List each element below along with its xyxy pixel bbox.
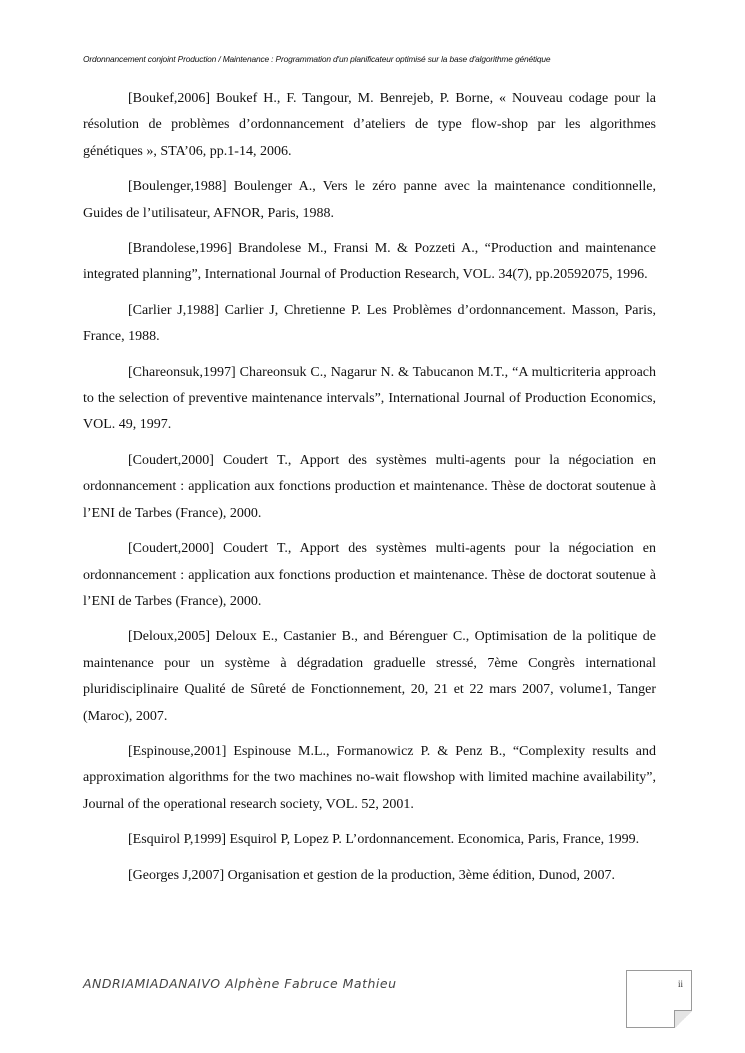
- reference-entry: [Deloux,2005] Deloux E., Castanier B., and Bérenguer C., Optimisation de la politique de maintenance pour un système à dégradation graduelle stressé, 7ème Congrès international pluridisciplinaire Qualité de Sûreté de Fonctionnement, 20, 21 et 22 mars 2007, volume1, Tanger (Maroc), 2007.: [83, 629, 656, 724]
- reference-entry: [Georges J,2007] Organisation et gestion de la production, 3ème édition, Dunod, 2007.: [128, 867, 616, 883]
- reference-entry: [Carlier J,1988] Carlier J, Chretienne P. Les Problèmes d’ordonnancement. Masson, Paris, France, 1988.: [83, 302, 656, 345]
- reference-entry: [Boukef,2006] Boukef H., F. Tangour, M. Benrejeb, P. Borne, « Nouveau codage pour la résolution de problèmes d’ordonnancement d’ateliers de type flow-shop par les algorithmes génétiques », STA’06, pp.1-14, 2006.: [83, 91, 656, 159]
- reference-entry: [Chareonsuk,1997] Chareonsuk C., Nagarur N. & Tabucanon M.T., “A multicriteria approach to the selection of preventive maintenance intervals”, International Journal of Production Economics, VOL. 49, 1997.: [83, 364, 656, 433]
- reference-entry: [Espinouse,2001] Espinouse M.L., Formanowicz P. & Penz B., “Complexity results and approximation algorithms for the two machines no-wait flowshop with limited machine availability”, Journal of the operational research society, VOL. 52, 2001.: [83, 743, 656, 812]
- footer-author: ANDRIAMIADANAIVO Alphène Fabruce Mathieu: [83, 976, 397, 991]
- running-header: Ordonnancement conjoint Production / Maintenance : Programmation d'un planificateur optimisé sur la base d'algorithme génétique: [83, 54, 551, 64]
- reference-entry: [Brandolese,1996] Brandolese M., Fransi M. & Pozzeti A., “Production and maintenance integrated planning”, International Journal of Production Research, VOL. 34(7), pp.20592075, 1996.: [83, 241, 656, 283]
- reference-entry: [Coudert,2000] Coudert T., Apport des systèmes multi-agents pour la négociation en ordonnancement : application aux fonctions production et maintenance. Thèse de doctorat soutenue à l’ENI de Tarbes (France), 2000.: [83, 452, 656, 521]
- reference-entry: [Boulenger,1988] Boulenger A., Vers le zéro panne avec la maintenance conditionnelle, Guides de l’utilisateur, AFNOR, Paris, 1988.: [83, 179, 656, 221]
- reference-list: [83, 86, 656, 898]
- reference-entry: [Esquirol P,1999] Esquirol P, Lopez P. L’ordonnancement. Economica, Paris, France, 1999.: [128, 832, 640, 848]
- page-curl-corner: [674, 1010, 692, 1028]
- page-number: ii: [677, 979, 683, 989]
- page-number-box: [626, 970, 692, 1028]
- reference-entry: [Coudert,2000] Coudert T., Apport des systèmes multi-agents pour la négociation en ordonnancement : application aux fonctions production et maintenance. Thèse de doctorat soutenue à l’ENI de Tarbes (France), 2000.: [83, 541, 656, 609]
